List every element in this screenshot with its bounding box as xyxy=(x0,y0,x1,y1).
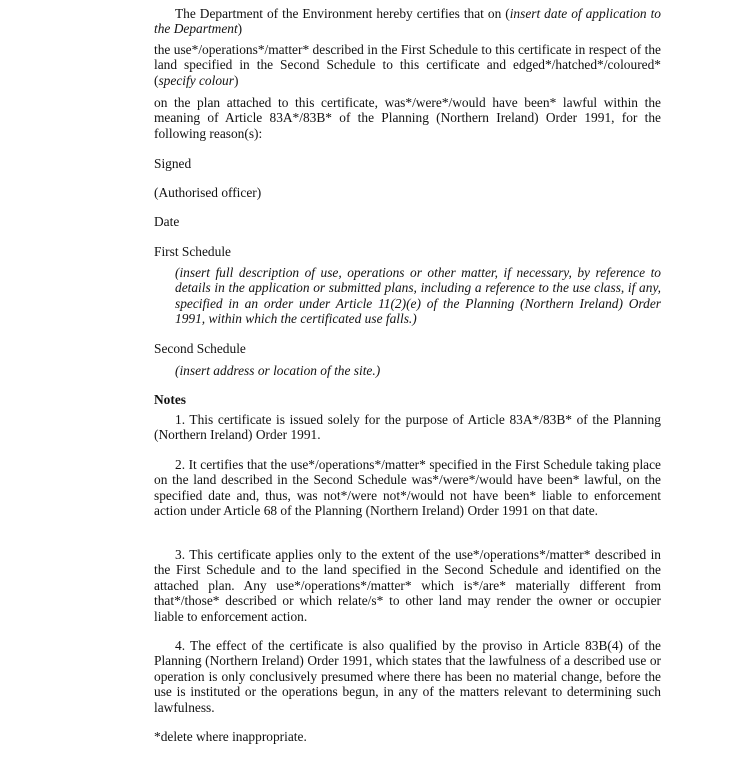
date-label: Date xyxy=(154,214,180,229)
colour-instruction: specify colour xyxy=(158,72,234,88)
second-schedule-heading: Second Schedule xyxy=(154,341,246,356)
authorised-officer-label: (Authorised officer) xyxy=(154,185,262,200)
note-item-4: 4. The effect of the certificate is also qualified by the proviso in Article 83B(4) of the Planning (Northern Ireland) Order 1991, which states that the lawfulness of a described use or operation is only conclusively presumed where there has been no material change, before the use is instituted or the operations begun, in any of the matters relevant to determining such lawfulness. xyxy=(154,638,661,715)
second-schedule-instruction: (insert address or location of the site.) xyxy=(175,363,381,378)
footnote-delete: *delete where inappropriate. xyxy=(154,729,307,744)
first-schedule-instruction: (insert full description of use, operations or other matter, if necessary, by reference to details in the application or submitted plans, including a reference to the use class, if any, specified in an order under Article 11(2)(e) of the Planning (Northern Ireland) Order 1991, within which the certificated use falls.) xyxy=(175,265,661,327)
note-item-2: 2. It certifies that the use*/operations*/matter* specified in the First Schedule taking place on the land described in the Second Schedule was*/were*/would have been* lawful, on the specified date and, thus, was not*/were not*/would not have been* liable to enforcement action under Article 68 of the Planning (Northern Ireland) Order 1991 on that date. xyxy=(154,457,661,519)
note-item-1: 1. This certificate is issued solely for the purpose of Article 83A*/83B* of the Planning (Northern Ireland) Order 1991. xyxy=(154,412,661,443)
notes-heading: Notes xyxy=(154,392,186,407)
note-item-3: 3. This certificate applies only to the extent of the use*/operations*/matter* described in the First Schedule and to the land specified in the Second Schedule and identified on the attached plan. Any use*/operations*/matter* which is*/are* materially different from that*/those* described or which relate/s* to other land may render the owner or occupier liable to enforcement action. xyxy=(154,547,661,624)
plan-paragraph: on the plan attached to this certificate, was*/were*/would have been* lawful within the meaning of Article 83A*/83B* of the Planning (Northern Ireland) Order 1991, for the following reason(s): xyxy=(154,95,661,141)
first-schedule-heading: First Schedule xyxy=(154,244,231,259)
intro-text: The Department of the Environment hereby certifies that on ( xyxy=(175,6,510,21)
use-text: the use*/operations*/matter* described in the First Schedule to this certificate in respect of the land specified in the Second Schedule to this certificate and edged*/hatched*/coloured* ( xyxy=(154,42,661,88)
signed-label: Signed xyxy=(154,156,192,171)
use-close-paren: ) xyxy=(233,72,239,88)
use-paragraph xyxy=(154,42,661,88)
intro-close-paren: ) xyxy=(237,21,243,37)
intro-paragraph xyxy=(154,6,661,37)
intro-date-instruction: insert date of application to the Department xyxy=(154,6,661,37)
